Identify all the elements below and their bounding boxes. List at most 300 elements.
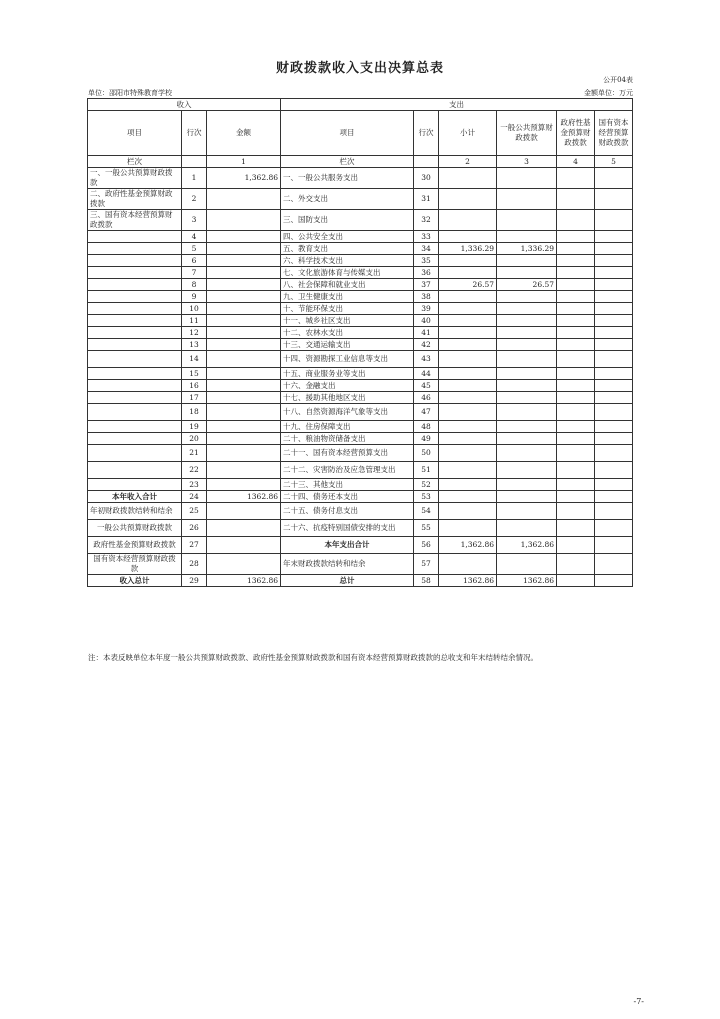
general-budget-cell: 26.57 <box>497 279 557 291</box>
subtotal-cell <box>439 433 497 445</box>
general-budget-cell <box>497 462 557 479</box>
left-amount <box>207 255 281 267</box>
expense-item-header: 项目 <box>281 111 414 156</box>
left-amount <box>207 339 281 351</box>
fund-budget-cell <box>557 404 595 421</box>
right-row-number: 43 <box>414 351 439 368</box>
left-row-number: 10 <box>182 303 207 315</box>
general-budget-cell: 1,336.29 <box>497 243 557 255</box>
table-row <box>88 491 633 503</box>
table-row <box>88 421 633 433</box>
table-row <box>88 291 633 303</box>
subtotal-cell <box>439 445 497 462</box>
money-unit-label: 金额单位：万元 <box>584 89 633 97</box>
right-row-number: 58 <box>414 575 439 587</box>
state-capital-cell <box>595 554 633 575</box>
general-budget-header: 一般公共预算财政拨款 <box>497 111 557 156</box>
table-row <box>88 479 633 491</box>
state-capital-cell <box>595 421 633 433</box>
right-row-number: 39 <box>414 303 439 315</box>
income-row-header: 行次 <box>182 111 207 156</box>
left-item: 收入总计 <box>88 575 182 587</box>
state-capital-cell <box>595 243 633 255</box>
right-item: 二十四、债务还本支出 <box>281 491 414 503</box>
left-row-number: 11 <box>182 315 207 327</box>
fund-budget-cell <box>557 279 595 291</box>
subtotal-cell <box>439 380 497 392</box>
fund-budget-cell <box>557 368 595 380</box>
left-row-number: 17 <box>182 392 207 404</box>
subtotal-cell: 1,336.29 <box>439 243 497 255</box>
general-budget-cell <box>497 433 557 445</box>
left-item: 年初财政拨款结转和结余 <box>88 503 182 520</box>
right-row-number: 57 <box>414 554 439 575</box>
table-row <box>88 168 633 189</box>
subtotal-cell <box>439 479 497 491</box>
right-item: 二十二、灾害防治及应急管理支出 <box>281 462 414 479</box>
left-row-number: 4 <box>182 231 207 243</box>
fund-budget-cell <box>557 210 595 231</box>
left-amount <box>207 351 281 368</box>
fund-budget-cell <box>557 291 595 303</box>
general-budget-cell <box>497 189 557 210</box>
general-budget-cell <box>497 255 557 267</box>
general-budget-cell <box>497 231 557 243</box>
fund-budget-cell <box>557 315 595 327</box>
table-row <box>88 368 633 380</box>
table-row <box>88 554 633 575</box>
right-item: 总计 <box>281 575 414 587</box>
left-row-number: 1 <box>182 168 207 189</box>
general-budget-cell: 1,362.86 <box>497 537 557 554</box>
fund-budget-cell <box>557 189 595 210</box>
table-row <box>88 380 633 392</box>
right-row-number: 45 <box>414 380 439 392</box>
general-budget-cell <box>497 291 557 303</box>
fund-budget-cell <box>557 255 595 267</box>
fund-budget-cell <box>557 339 595 351</box>
general-budget-cell <box>497 520 557 537</box>
left-item: 一般公共预算财政拨款 <box>88 520 182 537</box>
left-amount <box>207 392 281 404</box>
right-item: 八、社会保障和就业支出 <box>281 279 414 291</box>
subtotal-cell <box>439 267 497 279</box>
col-1: 1 <box>207 156 281 168</box>
left-row-number: 28 <box>182 554 207 575</box>
table-row <box>88 315 633 327</box>
general-budget-cell <box>497 421 557 433</box>
right-item: 九、卫生健康支出 <box>281 291 414 303</box>
state-capital-cell <box>595 445 633 462</box>
left-row-number: 3 <box>182 210 207 231</box>
left-item: 二、政府性基金预算财政拨款 <box>88 189 182 210</box>
state-capital-cell <box>595 479 633 491</box>
right-row-number: 54 <box>414 503 439 520</box>
right-item: 十八、自然资源海洋气象等支出 <box>281 404 414 421</box>
right-item: 本年支出合计 <box>281 537 414 554</box>
subtotal-cell <box>439 339 497 351</box>
left-item: 国有资本经营预算财政拨款 <box>88 554 182 575</box>
table-row <box>88 339 633 351</box>
subtotal-cell <box>439 231 497 243</box>
fund-budget-header: 政府性基金预算财政拨款 <box>557 111 595 156</box>
general-budget-cell <box>497 339 557 351</box>
right-row-number: 55 <box>414 520 439 537</box>
left-item <box>88 255 182 267</box>
page-number: -7- <box>633 997 644 1006</box>
table-row <box>88 351 633 368</box>
table-row <box>88 243 633 255</box>
right-row-number: 50 <box>414 445 439 462</box>
subtotal-cell <box>439 189 497 210</box>
left-item <box>88 421 182 433</box>
left-amount <box>207 445 281 462</box>
left-row-number: 9 <box>182 291 207 303</box>
left-amount <box>207 210 281 231</box>
state-capital-cell <box>595 327 633 339</box>
left-item <box>88 315 182 327</box>
right-row-number: 41 <box>414 327 439 339</box>
left-amount: 1362.86 <box>207 575 281 587</box>
state-capital-cell <box>595 210 633 231</box>
table-row <box>88 279 633 291</box>
left-item <box>88 392 182 404</box>
fund-budget-cell <box>557 479 595 491</box>
left-amount: 1,362.86 <box>207 168 281 189</box>
left-item <box>88 380 182 392</box>
left-row-number: 29 <box>182 575 207 587</box>
subtotal-cell <box>439 520 497 537</box>
state-capital-cell <box>595 491 633 503</box>
general-budget-cell <box>497 380 557 392</box>
right-item: 五、教育支出 <box>281 243 414 255</box>
left-row-number: 21 <box>182 445 207 462</box>
left-row-number: 13 <box>182 339 207 351</box>
right-row-number: 33 <box>414 231 439 243</box>
right-item: 十四、资源勘探工业信息等支出 <box>281 351 414 368</box>
fund-budget-cell <box>557 243 595 255</box>
state-capital-cell <box>595 189 633 210</box>
table-row <box>88 575 633 587</box>
subtotal-cell: 1362.86 <box>439 575 497 587</box>
right-row-number: 46 <box>414 392 439 404</box>
col-label-left: 栏次 <box>88 156 182 168</box>
right-row-number: 40 <box>414 315 439 327</box>
subtotal-cell <box>439 351 497 368</box>
income-header: 收入 <box>88 99 281 111</box>
table-row <box>88 503 633 520</box>
state-capital-cell <box>595 368 633 380</box>
expense-row-header: 行次 <box>414 111 439 156</box>
budget-summary-table <box>87 98 633 587</box>
left-amount <box>207 404 281 421</box>
fund-budget-cell <box>557 491 595 503</box>
state-capital-cell <box>595 537 633 554</box>
state-capital-cell <box>595 462 633 479</box>
fund-budget-cell <box>557 392 595 404</box>
general-budget-cell <box>497 554 557 575</box>
left-amount <box>207 291 281 303</box>
right-row-number: 48 <box>414 421 439 433</box>
left-row-number: 25 <box>182 503 207 520</box>
left-amount <box>207 380 281 392</box>
left-row-number: 23 <box>182 479 207 491</box>
fund-budget-cell <box>557 231 595 243</box>
right-item: 二十一、国有资本经营预算支出 <box>281 445 414 462</box>
left-amount <box>207 479 281 491</box>
left-row-number: 8 <box>182 279 207 291</box>
subtotal-cell <box>439 303 497 315</box>
right-item: 十一、城乡社区支出 <box>281 315 414 327</box>
right-row-number: 52 <box>414 479 439 491</box>
table-code: 公开04表 <box>603 76 633 84</box>
right-row-number: 31 <box>414 189 439 210</box>
expense-header: 支出 <box>281 99 633 111</box>
subtotal-cell <box>439 368 497 380</box>
right-row-number: 49 <box>414 433 439 445</box>
state-capital-cell <box>595 380 633 392</box>
right-row-number: 35 <box>414 255 439 267</box>
right-item: 四、公共安全支出 <box>281 231 414 243</box>
left-amount <box>207 279 281 291</box>
amount-header: 金额 <box>207 111 281 156</box>
subtotal-cell <box>439 210 497 231</box>
state-capital-cell <box>595 404 633 421</box>
state-capital-cell <box>595 520 633 537</box>
left-item <box>88 404 182 421</box>
right-item: 十七、援助其他地区支出 <box>281 392 414 404</box>
subtotal-cell <box>439 462 497 479</box>
left-amount <box>207 433 281 445</box>
fund-budget-cell <box>557 554 595 575</box>
left-amount <box>207 189 281 210</box>
state-capital-cell <box>595 267 633 279</box>
left-item <box>88 462 182 479</box>
fund-budget-cell <box>557 462 595 479</box>
subtotal-cell <box>439 503 497 520</box>
left-row-number: 24 <box>182 491 207 503</box>
left-amount <box>207 243 281 255</box>
left-amount <box>207 368 281 380</box>
income-item-header: 项目 <box>88 111 182 156</box>
state-capital-cell <box>595 231 633 243</box>
subtotal-cell: 1,362.86 <box>439 537 497 554</box>
right-item: 十、节能环保支出 <box>281 303 414 315</box>
subtotal-cell <box>439 421 497 433</box>
left-item <box>88 445 182 462</box>
right-item: 二十三、其他支出 <box>281 479 414 491</box>
right-item: 二、外交支出 <box>281 189 414 210</box>
left-row-number: 12 <box>182 327 207 339</box>
left-row-number: 20 <box>182 433 207 445</box>
fund-budget-cell <box>557 445 595 462</box>
left-item: 本年收入合计 <box>88 491 182 503</box>
general-budget-cell <box>497 404 557 421</box>
right-item: 十五、商业服务业等支出 <box>281 368 414 380</box>
subtotal-cell <box>439 168 497 189</box>
fund-budget-cell <box>557 537 595 554</box>
right-item: 三、国防支出 <box>281 210 414 231</box>
right-item: 十二、农林水支出 <box>281 327 414 339</box>
fund-budget-cell <box>557 520 595 537</box>
left-row-number: 22 <box>182 462 207 479</box>
left-row-number: 6 <box>182 255 207 267</box>
table-row <box>88 267 633 279</box>
fund-budget-cell <box>557 327 595 339</box>
left-item <box>88 303 182 315</box>
footnote: 注：本表反映单位本年度一般公共预算财政拨款、政府性基金预算财政拨款和国有资本经营预算财政拨款的总收支和年末结转结余情况。 <box>88 653 538 662</box>
right-row-number: 32 <box>414 210 439 231</box>
state-capital-cell <box>595 279 633 291</box>
right-item: 七、文化旅游体育与传媒支出 <box>281 267 414 279</box>
general-budget-cell <box>497 315 557 327</box>
subtotal-cell <box>439 291 497 303</box>
state-capital-cell <box>595 392 633 404</box>
left-amount <box>207 537 281 554</box>
general-budget-cell <box>497 445 557 462</box>
state-capital-header: 国有资本经营预算财政拨款 <box>595 111 633 156</box>
table-row <box>88 231 633 243</box>
left-item: 政府性基金预算财政拨款 <box>88 537 182 554</box>
left-row-number: 19 <box>182 421 207 433</box>
left-amount <box>207 267 281 279</box>
left-row-number: 2 <box>182 189 207 210</box>
left-amount <box>207 462 281 479</box>
general-budget-cell <box>497 368 557 380</box>
right-row-number: 42 <box>414 339 439 351</box>
right-item: 六、科学技术支出 <box>281 255 414 267</box>
general-budget-cell <box>497 210 557 231</box>
general-budget-cell <box>497 351 557 368</box>
right-row-number: 44 <box>414 368 439 380</box>
left-amount: 1362.86 <box>207 491 281 503</box>
left-row-number: 18 <box>182 404 207 421</box>
right-row-number: 38 <box>414 291 439 303</box>
left-amount <box>207 315 281 327</box>
left-item <box>88 291 182 303</box>
general-budget-cell <box>497 392 557 404</box>
right-item: 年末财政拨款结转和结余 <box>281 554 414 575</box>
state-capital-cell <box>595 255 633 267</box>
left-row-number: 16 <box>182 380 207 392</box>
general-budget-cell <box>497 491 557 503</box>
fund-budget-cell <box>557 575 595 587</box>
left-amount <box>207 231 281 243</box>
right-row-number: 51 <box>414 462 439 479</box>
subtotal-header: 小计 <box>439 111 497 156</box>
table-row <box>88 327 633 339</box>
left-amount <box>207 327 281 339</box>
left-item <box>88 243 182 255</box>
right-item: 十六、金融支出 <box>281 380 414 392</box>
table-row <box>88 392 633 404</box>
left-row-number: 26 <box>182 520 207 537</box>
right-row-number: 56 <box>414 537 439 554</box>
unit-label: 单位：邵阳市特殊教育学校 <box>88 89 172 97</box>
right-item: 二十、粮油物资储备支出 <box>281 433 414 445</box>
subtotal-cell <box>439 554 497 575</box>
subtotal-cell: 26.57 <box>439 279 497 291</box>
subtotal-cell <box>439 491 497 503</box>
right-row-number: 53 <box>414 491 439 503</box>
right-item: 十三、交通运输支出 <box>281 339 414 351</box>
col-label-right: 栏次 <box>281 156 414 168</box>
general-budget-cell <box>497 303 557 315</box>
right-row-number: 47 <box>414 404 439 421</box>
fund-budget-cell <box>557 267 595 279</box>
left-amount <box>207 421 281 433</box>
left-item <box>88 351 182 368</box>
left-item <box>88 433 182 445</box>
left-row-number: 5 <box>182 243 207 255</box>
state-capital-cell <box>595 291 633 303</box>
table-row <box>88 462 633 479</box>
table-row <box>88 303 633 315</box>
subtotal-cell <box>439 392 497 404</box>
left-amount <box>207 554 281 575</box>
subtotal-cell <box>439 255 497 267</box>
right-item: 二十五、债务付息支出 <box>281 503 414 520</box>
table-row <box>88 520 633 537</box>
right-row-number: 34 <box>414 243 439 255</box>
left-item: 一、一般公共预算财政拨款 <box>88 168 182 189</box>
right-item: 二十六、抗疫特别国债安排的支出 <box>281 520 414 537</box>
left-item <box>88 267 182 279</box>
table-row <box>88 210 633 231</box>
left-amount <box>207 520 281 537</box>
left-row-number: 15 <box>182 368 207 380</box>
left-item <box>88 479 182 491</box>
fund-budget-cell <box>557 303 595 315</box>
left-row-number: 14 <box>182 351 207 368</box>
col-4: 4 <box>557 156 595 168</box>
left-item <box>88 327 182 339</box>
fund-budget-cell <box>557 433 595 445</box>
fund-budget-cell <box>557 351 595 368</box>
table-row <box>88 255 633 267</box>
general-budget-cell <box>497 503 557 520</box>
left-item: 三、国有资本经营预算财政拨款 <box>88 210 182 231</box>
general-budget-cell <box>497 479 557 491</box>
general-budget-cell <box>497 168 557 189</box>
table-row <box>88 433 633 445</box>
state-capital-cell <box>595 433 633 445</box>
subtotal-cell <box>439 327 497 339</box>
left-amount <box>207 303 281 315</box>
general-budget-cell: 1362.86 <box>497 575 557 587</box>
state-capital-cell <box>595 339 633 351</box>
table-row <box>88 445 633 462</box>
col-5: 5 <box>595 156 633 168</box>
state-capital-cell <box>595 315 633 327</box>
general-budget-cell <box>497 327 557 339</box>
fund-budget-cell <box>557 380 595 392</box>
fund-budget-cell <box>557 421 595 433</box>
left-item <box>88 279 182 291</box>
right-item: 十九、住房保障支出 <box>281 421 414 433</box>
state-capital-cell <box>595 503 633 520</box>
left-row-number: 7 <box>182 267 207 279</box>
right-item: 一、一般公共服务支出 <box>281 168 414 189</box>
state-capital-cell <box>595 168 633 189</box>
left-row-number: 27 <box>182 537 207 554</box>
left-item <box>88 368 182 380</box>
fund-budget-cell <box>557 503 595 520</box>
left-item <box>88 231 182 243</box>
right-row-number: 36 <box>414 267 439 279</box>
col-3: 3 <box>497 156 557 168</box>
state-capital-cell <box>595 351 633 368</box>
